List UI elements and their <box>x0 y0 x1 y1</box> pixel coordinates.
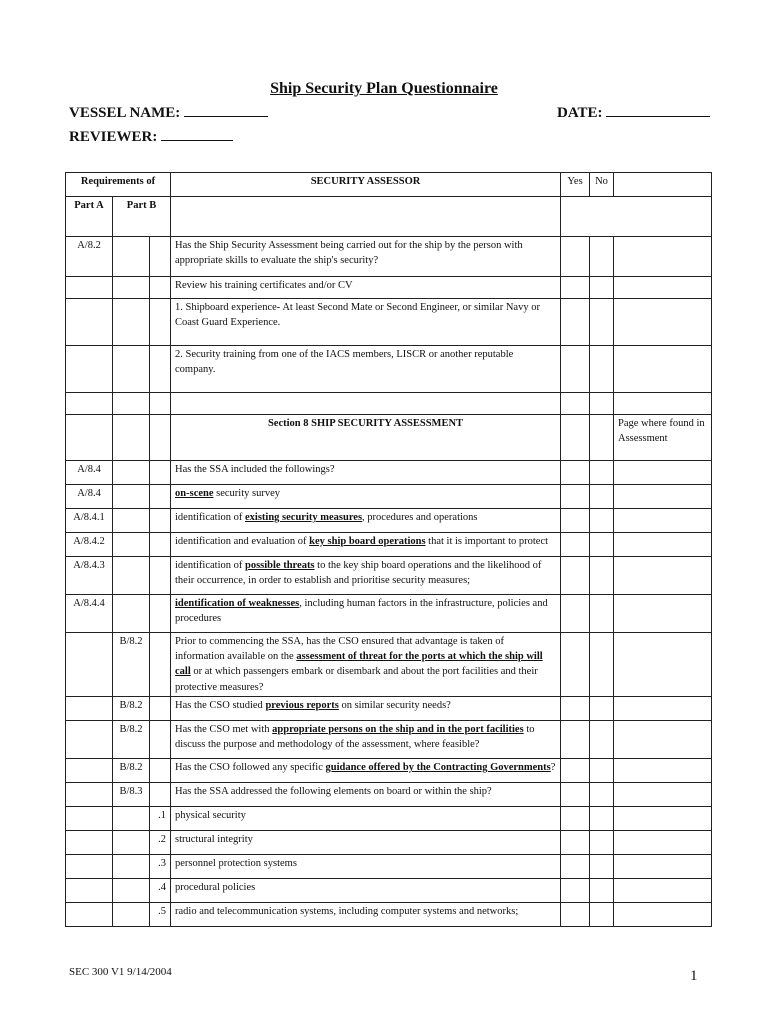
part-b-ref <box>113 902 150 926</box>
part-b-ref <box>113 878 150 902</box>
part-b-ref <box>113 830 150 854</box>
part-a-ref <box>66 830 113 854</box>
table-row <box>66 696 712 720</box>
table-row <box>66 509 712 533</box>
no-checkbox-cell <box>590 806 614 830</box>
no-checkbox-cell <box>590 758 614 782</box>
table-row <box>66 806 712 830</box>
question-text: procedural policies <box>171 878 561 902</box>
part-b-ref <box>113 277 150 299</box>
table-row <box>66 485 712 509</box>
part-b-ref: B/8.2 <box>113 758 150 782</box>
no-checkbox-cell <box>590 415 614 461</box>
question-text: Has the Ship Security Assessment being carried out for the ship by the person with appropriate skills to evaluate the ship's security? <box>171 237 561 277</box>
part-a-ref <box>66 720 113 758</box>
table-row <box>66 461 712 485</box>
security-assessor-header: SECURITY ASSESSOR <box>171 173 561 197</box>
question-emphasis: assessment of threat for the ports at which the ship will call <box>175 651 543 678</box>
question-text <box>171 533 561 557</box>
no-checkbox-cell <box>590 346 614 393</box>
question-text-part: Prior to commencing the SSA, has the CSO ensured that advantage is taken of information available on the <box>175 636 504 663</box>
yes-checkbox-cell <box>561 346 590 393</box>
part-b-ref <box>113 509 150 533</box>
part-b-ref: B/8.3 <box>113 782 150 806</box>
section-heading: Section 8 SHIP SECURITY ASSESSMENT <box>171 415 561 461</box>
question-text-part: security survey <box>213 488 280 499</box>
question-text-part: Has the CSO met with <box>175 723 273 735</box>
item-number <box>150 237 171 277</box>
question-text: Has the SSA included the followings? <box>171 461 561 485</box>
table-header-row <box>66 173 712 197</box>
yes-checkbox-cell <box>561 830 590 854</box>
part-a-ref <box>66 277 113 299</box>
question-emphasis: identification of weaknesses <box>175 598 300 609</box>
no-checkbox-cell <box>590 393 614 415</box>
question-emphasis: appropriate persons on the ship and in the port facilities <box>272 723 524 735</box>
yes-checkbox-cell <box>561 533 590 557</box>
question-text-part: Has the CSO studied <box>175 699 266 711</box>
part-b-ref <box>113 415 150 461</box>
item-number <box>150 277 171 299</box>
table-subheader-row <box>66 197 712 237</box>
no-checkbox-cell <box>590 782 614 806</box>
part-a-ref <box>66 806 113 830</box>
question-text <box>171 720 561 758</box>
yes-checkbox-cell <box>561 277 590 299</box>
page-found-cell <box>614 533 712 557</box>
no-checkbox-cell <box>590 237 614 277</box>
table-row <box>66 415 712 461</box>
item-number <box>150 758 171 782</box>
item-number <box>150 533 171 557</box>
reviewer-blank[interactable] <box>161 128 233 141</box>
question-text-part: Has the CSO followed any specific <box>175 761 326 773</box>
page-found-cell <box>614 509 712 533</box>
part-a-ref <box>66 696 113 720</box>
page-found-cell <box>614 595 712 633</box>
vessel-name-label: VESSEL NAME: <box>69 105 181 121</box>
question-text-part: that it is important to protect <box>425 536 549 547</box>
page-found-cell <box>614 277 712 299</box>
requirements-of-header: Requirements of <box>66 173 171 197</box>
yes-checkbox-cell <box>561 299 590 346</box>
yes-checkbox-cell <box>561 696 590 720</box>
date-line <box>557 104 710 122</box>
table-row <box>66 758 712 782</box>
table-row <box>66 854 712 878</box>
table-row <box>66 595 712 633</box>
question-text-part: on similar security needs? <box>338 699 451 711</box>
part-b-ref <box>113 854 150 878</box>
item-number <box>150 782 171 806</box>
question-emphasis: key ship board operations <box>309 536 426 547</box>
page-found-cell <box>614 878 712 902</box>
yes-header: Yes <box>561 173 590 197</box>
table-row <box>66 237 712 277</box>
question-text-part: , including human factors in the infrastructure, policies and procedures <box>175 598 548 625</box>
part-a-ref <box>66 393 113 415</box>
page-found-cell <box>614 393 712 415</box>
part-b-ref <box>113 595 150 633</box>
question-text <box>171 485 561 509</box>
table-row <box>66 277 712 299</box>
item-number <box>150 509 171 533</box>
page-found-cell <box>614 806 712 830</box>
item-number <box>150 720 171 758</box>
part-a-ref <box>66 633 113 697</box>
part-b-ref: B/8.2 <box>113 720 150 758</box>
page-found-cell <box>614 720 712 758</box>
no-checkbox-cell <box>590 696 614 720</box>
question-text: radio and telecommunication systems, including computer systems and networks; <box>171 902 561 926</box>
item-number <box>150 461 171 485</box>
item-number <box>150 696 171 720</box>
page-found-note: Page where found in Assessment <box>614 415 712 461</box>
yes-checkbox-cell <box>561 415 590 461</box>
item-number <box>150 557 171 595</box>
question-text-part: , procedures and operations <box>362 512 478 523</box>
table-row <box>66 830 712 854</box>
table-row <box>66 902 712 926</box>
date-blank[interactable] <box>606 104 710 117</box>
item-number: .5 <box>150 902 171 926</box>
yes-checkbox-cell <box>561 806 590 830</box>
page-found-cell <box>614 854 712 878</box>
part-a-ref: A/8.4 <box>66 485 113 509</box>
part-b-ref <box>113 346 150 393</box>
part-a-ref <box>66 299 113 346</box>
item-number <box>150 393 171 415</box>
no-checkbox-cell <box>590 461 614 485</box>
question-text: Has the SSA addressed the following elements on board or within the ship? <box>171 782 561 806</box>
yes-checkbox-cell <box>561 237 590 277</box>
page-found-cell <box>614 830 712 854</box>
part-a-ref: A/8.4.1 <box>66 509 113 533</box>
question-text-part: identification and evaluation of <box>175 536 310 547</box>
no-checkbox-cell <box>590 595 614 633</box>
question-text-part: to discuss the purpose and methodology of the assessment, where feasible? <box>175 723 535 751</box>
question-text <box>171 393 561 415</box>
document-title: Ship Security Plan Questionnaire <box>270 80 498 97</box>
question-text <box>171 696 561 720</box>
table-row <box>66 393 712 415</box>
question-text <box>171 509 561 533</box>
yes-checkbox-cell <box>561 633 590 697</box>
item-number <box>150 485 171 509</box>
yes-checkbox-cell <box>561 557 590 595</box>
part-a-ref <box>66 346 113 393</box>
no-checkbox-cell <box>590 533 614 557</box>
page-found-cell <box>614 346 712 393</box>
page-number: 1 <box>690 968 698 984</box>
yes-checkbox-cell <box>561 782 590 806</box>
table-row <box>66 782 712 806</box>
item-number <box>150 299 171 346</box>
table-row <box>66 557 712 595</box>
page-found-cell <box>614 696 712 720</box>
question-text: Review his training certificates and/or CV <box>171 277 561 299</box>
question-emphasis: possible threats <box>245 560 315 571</box>
part-b-ref <box>113 533 150 557</box>
vessel-name-blank[interactable] <box>184 104 268 117</box>
table-row <box>66 346 712 393</box>
item-number: .1 <box>150 806 171 830</box>
part-b-ref <box>113 557 150 595</box>
questionnaire-table <box>65 172 712 927</box>
question-text-part: ? <box>550 761 556 773</box>
document-id: SEC 300 V1 9/14/2004 <box>69 966 172 978</box>
no-checkbox-cell <box>590 509 614 533</box>
question-text: personnel protection systems <box>171 854 561 878</box>
no-checkbox-cell <box>590 633 614 697</box>
page-found-cell <box>614 485 712 509</box>
yes-checkbox-cell <box>561 461 590 485</box>
part-a-ref: A/8.4 <box>66 461 113 485</box>
no-header: No <box>590 173 614 197</box>
item-number: .3 <box>150 854 171 878</box>
table-row <box>66 633 712 697</box>
page-found-cell <box>614 237 712 277</box>
no-checkbox-cell <box>590 854 614 878</box>
no-checkbox-cell <box>590 720 614 758</box>
part-a-ref <box>66 415 113 461</box>
part-a-header: Part A <box>66 197 113 237</box>
part-b-ref <box>113 237 150 277</box>
page-found-cell <box>614 633 712 697</box>
page-found-cell <box>614 758 712 782</box>
part-a-ref <box>66 902 113 926</box>
page-found-cell <box>614 782 712 806</box>
part-a-ref <box>66 854 113 878</box>
vessel-name-line <box>69 104 268 122</box>
item-number <box>150 346 171 393</box>
question-text: 2. Security training from one of the IACS members, LISCR or another reputable company. <box>171 346 561 393</box>
yes-checkbox-cell <box>561 393 590 415</box>
item-number <box>150 633 171 697</box>
yes-checkbox-cell <box>561 720 590 758</box>
yes-checkbox-cell <box>561 878 590 902</box>
part-b-ref: B/8.2 <box>113 633 150 697</box>
part-b-ref <box>113 393 150 415</box>
no-checkbox-cell <box>590 902 614 926</box>
no-checkbox-cell <box>590 277 614 299</box>
part-a-ref <box>66 782 113 806</box>
part-a-ref <box>66 758 113 782</box>
part-a-ref: A/8.2 <box>66 237 113 277</box>
part-b-ref <box>113 461 150 485</box>
table-row <box>66 533 712 557</box>
question-text: 1. Shipboard experience- At least Second Mate or Second Engineer, or similar Navy or Coast Guard Experience. <box>171 299 561 346</box>
part-a-ref: A/8.4.2 <box>66 533 113 557</box>
question-emphasis: previous reports <box>265 699 339 711</box>
table-row <box>66 299 712 346</box>
part-b-ref: B/8.2 <box>113 696 150 720</box>
date-label: DATE: <box>557 105 603 121</box>
part-b-ref <box>113 806 150 830</box>
yes-checkbox-cell <box>561 902 590 926</box>
question-emphasis: on-scene <box>175 488 214 499</box>
yes-checkbox-cell <box>561 509 590 533</box>
table-row <box>66 878 712 902</box>
question-emphasis: guidance offered by the Contracting Governments <box>325 761 551 773</box>
no-checkbox-cell <box>590 557 614 595</box>
question-text: physical security <box>171 806 561 830</box>
page-found-cell <box>614 557 712 595</box>
reviewer-label: REVIEWER: <box>69 129 158 145</box>
question-text <box>171 633 561 697</box>
no-checkbox-cell <box>590 299 614 346</box>
yes-checkbox-cell <box>561 758 590 782</box>
no-checkbox-cell <box>590 830 614 854</box>
reviewer-line <box>69 128 233 146</box>
page-found-cell <box>614 461 712 485</box>
question-text-part: or at which passengers embark or disembark and about the port facilities and their protective measures? <box>175 666 538 693</box>
page-found-cell <box>614 299 712 346</box>
yes-checkbox-cell <box>561 595 590 633</box>
question-text-part: identification of <box>175 560 245 571</box>
part-a-ref: A/8.4.4 <box>66 595 113 633</box>
question-emphasis: existing security measures <box>245 512 363 523</box>
no-checkbox-cell <box>590 878 614 902</box>
question-text <box>171 758 561 782</box>
part-a-ref <box>66 878 113 902</box>
question-text: structural integrity <box>171 830 561 854</box>
page-found-cell <box>614 902 712 926</box>
part-a-ref: A/8.4.3 <box>66 557 113 595</box>
item-number: .4 <box>150 878 171 902</box>
part-b-ref <box>113 299 150 346</box>
part-b-ref <box>113 485 150 509</box>
question-text <box>171 557 561 595</box>
table-row <box>66 720 712 758</box>
item-number: .2 <box>150 830 171 854</box>
item-number <box>150 595 171 633</box>
question-text-part: to the key ship board operations and the likelihood of their occurrence, in order to establish and prioritise security measures; <box>175 560 542 587</box>
part-b-header: Part B <box>113 197 171 237</box>
yes-checkbox-cell <box>561 854 590 878</box>
page-column-header <box>614 173 712 197</box>
question-text <box>171 595 561 633</box>
question-text-part: identification of <box>175 512 245 523</box>
no-checkbox-cell <box>590 485 614 509</box>
yes-checkbox-cell <box>561 485 590 509</box>
item-number <box>150 415 171 461</box>
